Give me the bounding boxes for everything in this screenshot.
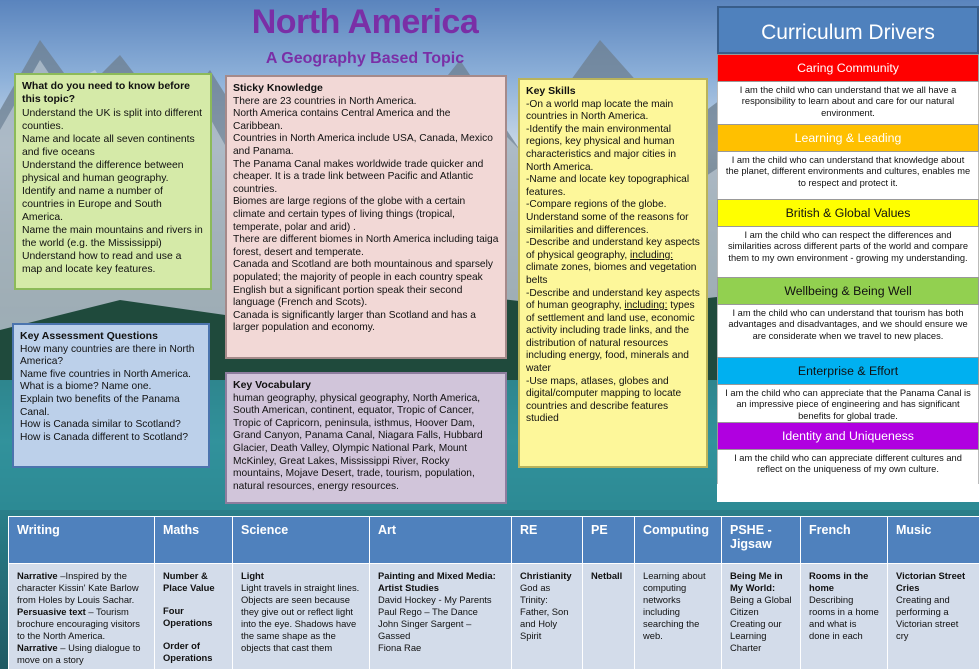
assessment-question: How is Canada similar to Scotland? — [20, 419, 181, 431]
sticky-knowledge-line: Canada and Scotland are both mountainous and sparsely populated; the majority of people in each country speak English but a significant portion speak their second language (French and Scots). — [233, 259, 493, 309]
subject-cell-french — [801, 564, 888, 669]
subject-line-text: David Hockey - My Parents — [378, 594, 492, 605]
key-assessment-heading: Key Assessment Questions — [20, 330, 158, 342]
page-subtitle: A Geography Based Topic — [265, 50, 465, 67]
subject-line-text: –Inspired by the character Kissin' Kate Barlow from Holes by Louis Sachar. — [17, 570, 139, 605]
driver-description: I am the child who can understand that knowledge about the planet, different environments and cultures, enables me to respect and protect it. — [717, 152, 979, 199]
key-skill-item: -Use maps, atlases, globes and digital/computer mapping to locate countries and describe features studied — [526, 375, 682, 425]
prior-knowledge-panel — [14, 73, 212, 290]
subject-cell-pe — [583, 564, 635, 669]
subject-cell-computing — [635, 564, 722, 669]
subject-line — [730, 594, 792, 654]
assessment-question: Explain two benefits of the Panama Canal. — [20, 393, 180, 418]
sticky-knowledge-line: North America contains Central America and the Caribbean. — [233, 108, 451, 132]
subject-line-text: John Singer Sargent – Gassed — [378, 618, 472, 641]
subject-line-bold: Being Me in My World: — [730, 570, 783, 593]
curriculum-drivers-heading: Curriculum Drivers — [717, 6, 979, 54]
subject-line — [378, 642, 503, 654]
subject-line-text: Light travels in straight lines. Objects are seen because they give out or reflect light into the eye. Shadows have the same shape as the objects that cast them — [241, 582, 360, 653]
subject-line-bold: Narrative — [17, 642, 58, 653]
subject-header-art: Art — [370, 517, 512, 564]
key-skills-panel — [518, 78, 708, 468]
assessment-question: How many countries are there in North America? — [20, 343, 195, 368]
subjects-table — [8, 516, 979, 669]
subject-header-pe: PE — [583, 517, 635, 564]
sticky-knowledge-line: Canada is significantly larger than Scotland and has a larger population and economy. — [233, 309, 476, 334]
subject-line-bold: Painting and Mixed Media: Artist Studies — [378, 570, 496, 593]
prior-knowledge-line: Name the main mountains and rivers in the world (e.g. the Mississippi) — [22, 225, 203, 249]
subject-line-text: Describing rooms in a home and what is done in each — [809, 594, 879, 641]
subject-line-text: Creating and performing a Victorian street cry — [896, 594, 959, 641]
subject-header-computing: Computing — [635, 517, 722, 564]
key-assessment-panel — [12, 323, 210, 468]
subject-line-text: Being a Global Citizen Creating our Learning Charter — [730, 594, 792, 653]
sticky-knowledge-line: The Panama Canal makes worldwide trade quicker and cheaper. It is a trade link between Pacific and Atlantic countries. — [233, 158, 484, 195]
curriculum-drivers-panel — [717, 6, 979, 502]
subject-line-bold: Netball — [591, 570, 623, 581]
subject-line — [520, 570, 574, 582]
subject-line-text: – Tourism brochure encouraging visitors to the North America. — [17, 606, 140, 641]
key-skill-item: -Compare regions of the globe. Understand some of the reasons for similarities and differences. — [526, 199, 689, 236]
subject-line — [809, 594, 879, 642]
subject-header-writing: Writing — [9, 517, 155, 564]
subject-cell-art — [370, 564, 512, 669]
subject-line-text: – Using dialogue to move on a story — [17, 642, 141, 665]
prior-knowledge-line: Name and locate all seven continents and five oceans — [22, 134, 195, 158]
key-skill-item — [526, 288, 700, 376]
driver-description: I am the child who can appreciate that the Panama Canal is an impressive piece of engineering and has significant benefits for global trade. — [717, 385, 979, 422]
key-skill-text: types of settlement and land use, economic activity including trade links, and the distribution of natural resources including energy, food, minerals and water — [526, 300, 695, 375]
key-skills-heading: Key Skills — [526, 85, 576, 97]
driver-description: I am the child who can appreciate different cultures and reflect on the uniqueness of my own culture. — [717, 450, 979, 484]
subject-line — [591, 570, 626, 582]
subjects-content-row — [9, 564, 979, 669]
subject-line-bold: Christianity — [520, 570, 572, 581]
subject-line-text: Paul Rego – The Dance — [378, 606, 478, 617]
subject-header-music: Music — [888, 517, 979, 564]
key-vocabulary-heading: Key Vocabulary — [233, 379, 312, 391]
subject-header-pshe-jigsaw: PSHE - Jigsaw — [722, 517, 801, 564]
subject-header-science: Science — [233, 517, 370, 564]
sticky-knowledge-line: There are 23 countries in North America. — [233, 95, 417, 107]
subject-cell-writing — [9, 564, 155, 669]
subject-line-text: God as Trinity: Father, Son and Holy Spirit — [520, 582, 569, 641]
assessment-question: What is a biome? Name one. — [20, 381, 152, 393]
subject-cell-maths — [155, 564, 233, 669]
sticky-knowledge-heading: Sticky Knowledge — [233, 82, 323, 94]
driver-title-identity-and-uniqueness: Identity and Uniqueness — [717, 422, 979, 450]
assessment-question: How is Canada different to Scotland? — [20, 431, 189, 443]
curriculum-drivers-list — [717, 54, 979, 484]
subject-cell-pshe-jigsaw — [722, 564, 801, 669]
subject-line — [896, 594, 971, 642]
key-skill-underlined: including: — [630, 249, 674, 261]
assessment-question: Name five countries in North America. — [20, 368, 191, 380]
subject-line — [241, 570, 361, 582]
driver-description: I am the child who can respect the differences and similarities across different parts of the world and compare them to my own environment - growing my understanding. — [717, 227, 979, 277]
subject-line-bold: Number & Place Value — [163, 570, 215, 593]
subject-cell-re — [512, 564, 583, 669]
subject-line — [241, 582, 361, 654]
driver-description: I am the child who can understand that tourism has both advantages and disadvantages, and we should ensure we are considerate when we travel to new places. — [717, 305, 979, 357]
subject-line — [896, 570, 971, 594]
subject-line-bold: Order of Operations — [163, 640, 213, 663]
page-title: North America — [251, 3, 479, 41]
driver-title-british-and-global-values: British & Global Values — [717, 199, 979, 227]
subject-line-bold: Light — [241, 570, 264, 581]
subject-line — [17, 642, 146, 666]
sticky-knowledge-line: Biomes are large regions of the globe with a certain climate and certain types of living things (tropical, temperate, polar and arid) . — [233, 196, 466, 233]
subject-header-re: RE — [512, 517, 583, 564]
prior-knowledge-line: Identify and name a number of countries in Europe and South America. — [22, 186, 163, 223]
key-skill-underlined: including: — [624, 300, 668, 312]
key-skill-text: -Describe and understand key aspects of physical geography, — [526, 237, 700, 261]
subject-line-bold: Rooms in the home — [809, 570, 869, 593]
subject-line — [163, 605, 224, 629]
subject-line — [163, 570, 224, 594]
driver-title-caring-community: Caring Community — [717, 54, 979, 82]
key-skill-text: climate zones, biomes and vegetation belts — [526, 262, 697, 286]
key-skill-item: -On a world map locate the main countries in North America. — [526, 98, 674, 123]
subject-line — [17, 570, 146, 606]
sticky-knowledge-panel — [225, 75, 507, 359]
key-vocabulary-panel — [225, 372, 507, 504]
subject-line — [730, 570, 792, 594]
subjects-header-row — [9, 517, 979, 564]
subject-cell-science — [233, 564, 370, 669]
subject-header-maths: Maths — [155, 517, 233, 564]
subject-line-text: Learning about computing networks including searching the web. — [643, 570, 706, 641]
subject-line-bold: Narrative — [17, 570, 58, 581]
subject-line-bold: Persuasive text — [17, 606, 86, 617]
key-skill-text: -Describe and understand key aspects of human geography, — [526, 287, 700, 312]
sticky-knowledge-line: There are different biomes in North America including taiga forest, desert and temperate. — [233, 234, 499, 258]
subject-line — [520, 582, 574, 642]
prior-knowledge-line: Understand how to read and use a map and locate key features. — [22, 251, 182, 275]
driver-title-learning-and-leading: Learning & Leading — [717, 124, 979, 152]
subject-header-french: French — [801, 517, 888, 564]
subject-line-bold: Victorian Street Cries — [896, 570, 966, 593]
subject-cell-music — [888, 564, 979, 669]
subject-line-text: Fiona Rae — [378, 642, 422, 653]
subject-line — [809, 570, 879, 594]
subject-line — [378, 570, 503, 594]
subject-line — [17, 606, 146, 642]
driver-description: I am the child who can understand that we all have a responsibility to learn about and care for our natural environment. — [717, 82, 979, 124]
prior-knowledge-line: Understand the difference between physical and human geography. — [22, 160, 184, 184]
prior-knowledge-line: Understand the UK is split into different counties. — [22, 108, 203, 132]
subject-line — [378, 618, 503, 642]
key-skill-item: -Name and locate key topographical features. — [526, 174, 690, 198]
driver-title-wellbeing-and-being-well: Wellbeing & Being Well — [717, 277, 979, 305]
prior-knowledge-heading: What do you need to know before this topic? — [22, 80, 190, 105]
subject-line — [378, 606, 503, 618]
key-skill-item: -Identify the main environmental regions, key physical and human characteristics and major cities in North America. — [526, 123, 677, 173]
subject-line-bold: Four Operations — [163, 605, 213, 628]
subject-line — [378, 594, 503, 606]
subject-line — [643, 570, 713, 642]
key-vocabulary-text: human geography, physical geography, North America, South American, continent, equator, Tropic of Cancer, Tropic of Capricorn, peninsula, isthmus, Hoover Dam, Grand Canyon, Panama Canal, Niagara Falls, Hubbard Glacier, Death Valley, Olympic National Park, Mount McKinley, Great Lakes, Mississippi River, Rocky mountains, Mojave Desert, trade, tourism, population, natural resources, energy resources. — [233, 392, 483, 492]
driver-title-enterprise-and-effort: Enterprise & Effort — [717, 357, 979, 385]
subject-line — [163, 640, 224, 664]
key-skill-item — [526, 237, 700, 287]
sticky-knowledge-line: Countries in North America include USA, Canada, Mexico and Panama. — [233, 133, 493, 157]
